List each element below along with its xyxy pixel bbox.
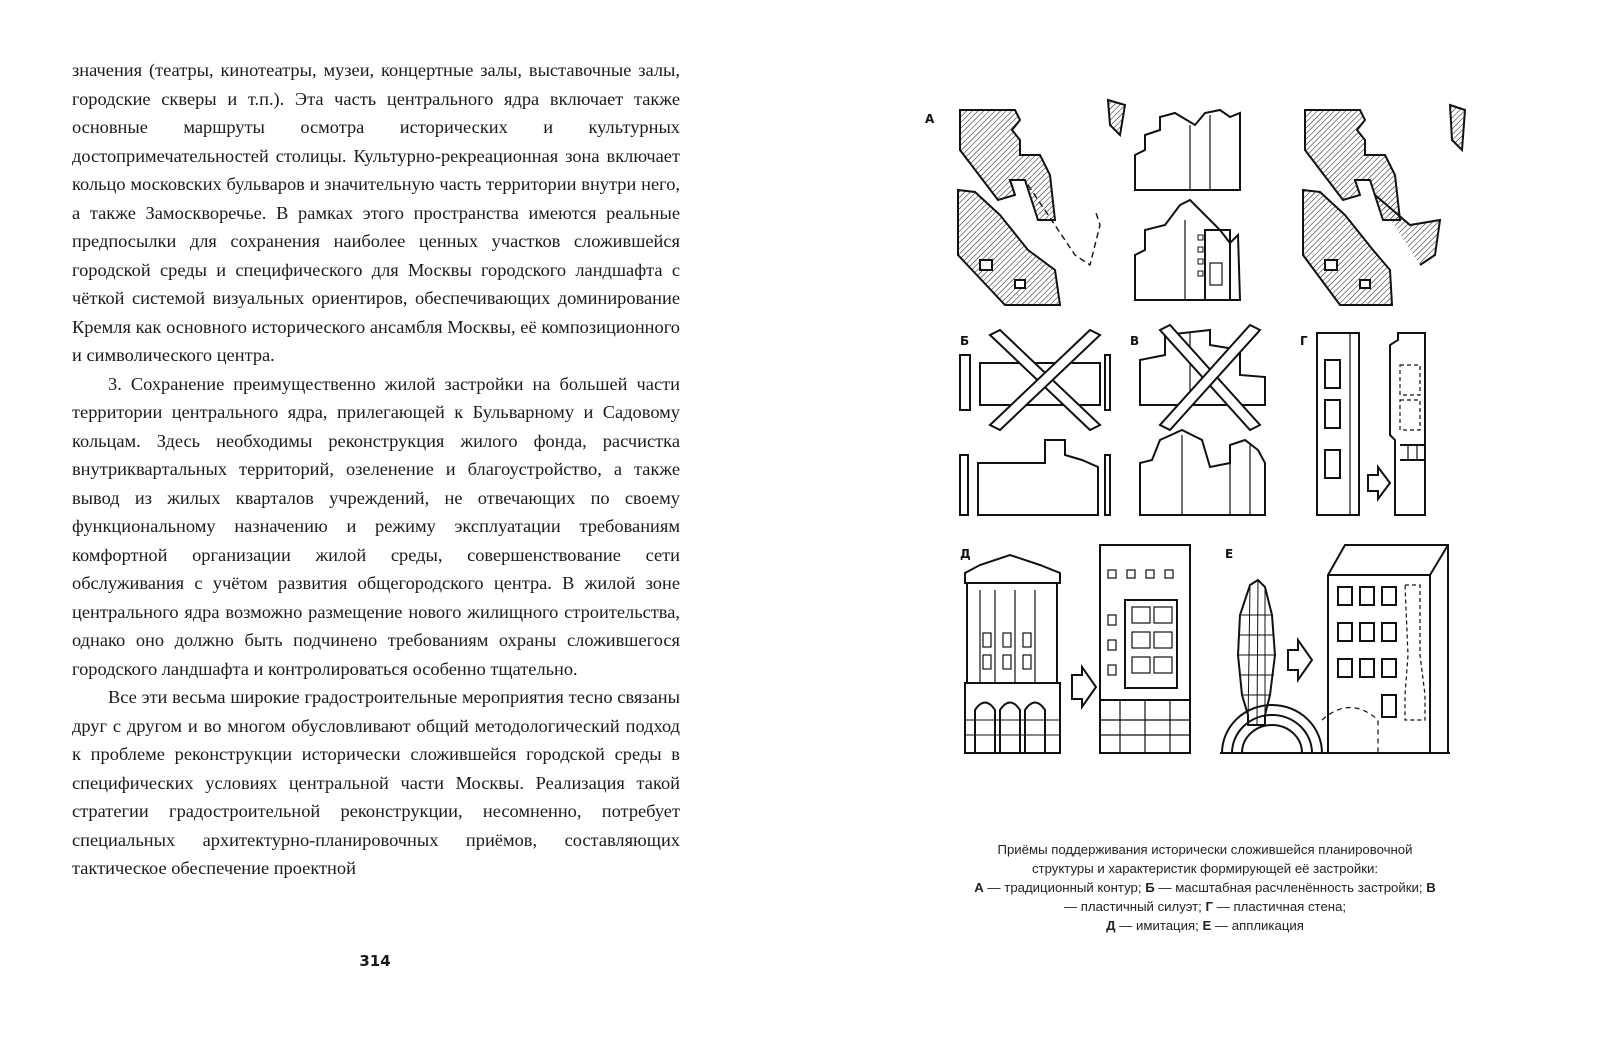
paragraph-2: 3. Сохранение преимущественно жилой застройки на большей части территории центрального ядра, прилегающей к Бульварному и Садовому кольцам. Здесь необходимы реконструкция жилого фонда, расчистка внутриквартальных территорий, озеленение и благоустройство, а также вывод из жилых кварталов учреждений, не отвечающих по своему функциональному назначению и режиму эксплуатации требованиям комфортной организации жилой среды, совершенствование сети обслуживания с учётом развития общегородского центра. В жилой зоне центрального ядра возможно размещение нового жилищного строительства, однако оно должно быть подчинено требованиям охраны сложившегося городского ландшафта и контролироваться особенно тщательно.	[72, 373, 680, 679]
paragraph-1: значения (театры, кинотеатры, музеи, концертные залы, выставочные залы, городские скверы и т.п.). Эта часть центрального ядра включает также основные маршруты осмотра исторических и культурных достопримечательностей столицы. Культурно-рекреационная зона включает кольцо московских бульваров и значительную часть территории внутри него, а также Замоскворечье. В рамках этого пространства имеются реальные предпосылки для сохранения наиболее ценных участков сложившейся городской среды и специфического для Москвы городского ландшафта с чёткой системой визуальных ориентиров, обеспечивающих доминирование Кремля как основного исторического ансамбля Москвы, её композиционного и символического центра.	[72, 60, 680, 365]
page-number: 314	[359, 952, 391, 970]
caption-intro: Приёмы поддерживания исторически сложившейся планировочной структуры и характеристик формирующей её застройки:	[997, 842, 1413, 876]
illustration-svg	[920, 95, 1480, 775]
panel-g	[1317, 333, 1425, 515]
caption-text-b: — масштабная расчленённость застройки;	[1154, 880, 1427, 895]
paragraph-3: Все эти весьма широкие градостроительные мероприятия тесно связаны друг с другом и во многом обусловливают общий методологический подход к проблеме реконструкции исторически сложившейся городской среды в специфических условиях центральной части Москвы. Реализация такой стратегии градостроительной реконструкции, несомненно, потребует специальных архитектурно-планировочных приёмов, составляющих тактическое обеспечение проектной	[72, 687, 680, 878]
caption-letter-g: Г	[1205, 899, 1213, 914]
caption-letter-d: Д	[1106, 918, 1116, 933]
label-e: Е	[1225, 547, 1234, 561]
panel-a-elevation-bottom	[1135, 200, 1240, 300]
caption-text-a: — традиционный контур;	[983, 880, 1146, 895]
label-v: В	[1130, 334, 1140, 348]
label-d: Д	[960, 547, 971, 561]
illustration	[920, 95, 1480, 775]
caption-letter-a: А	[974, 880, 984, 895]
left-page-text	[72, 56, 680, 883]
panel-a-elevation-top	[1135, 110, 1240, 190]
panel-b	[960, 330, 1110, 515]
caption-text-v: — пластичный силуэт;	[1063, 899, 1206, 914]
label-b: Б	[960, 334, 970, 348]
panel-a-fragment-right	[1450, 105, 1465, 150]
panel-a-fragment	[1108, 100, 1125, 135]
panel-d	[965, 545, 1190, 753]
caption-text-d: — имитация;	[1115, 918, 1203, 933]
caption-text-e: — аппликация	[1211, 918, 1304, 933]
label-a: А	[925, 112, 935, 126]
caption-letter-b: Б	[1145, 880, 1155, 895]
figure-caption	[970, 840, 1440, 935]
panel-a-plan-left	[958, 110, 1100, 305]
panel-a-plan-right	[1303, 110, 1440, 305]
panel-v	[1140, 325, 1265, 515]
caption-text-g: — пластичная стена;	[1212, 899, 1347, 914]
caption-letter-e: Е	[1202, 918, 1212, 933]
label-g: Г	[1300, 334, 1308, 348]
caption-letter-v: В	[1426, 880, 1436, 895]
panel-e	[1220, 545, 1450, 753]
